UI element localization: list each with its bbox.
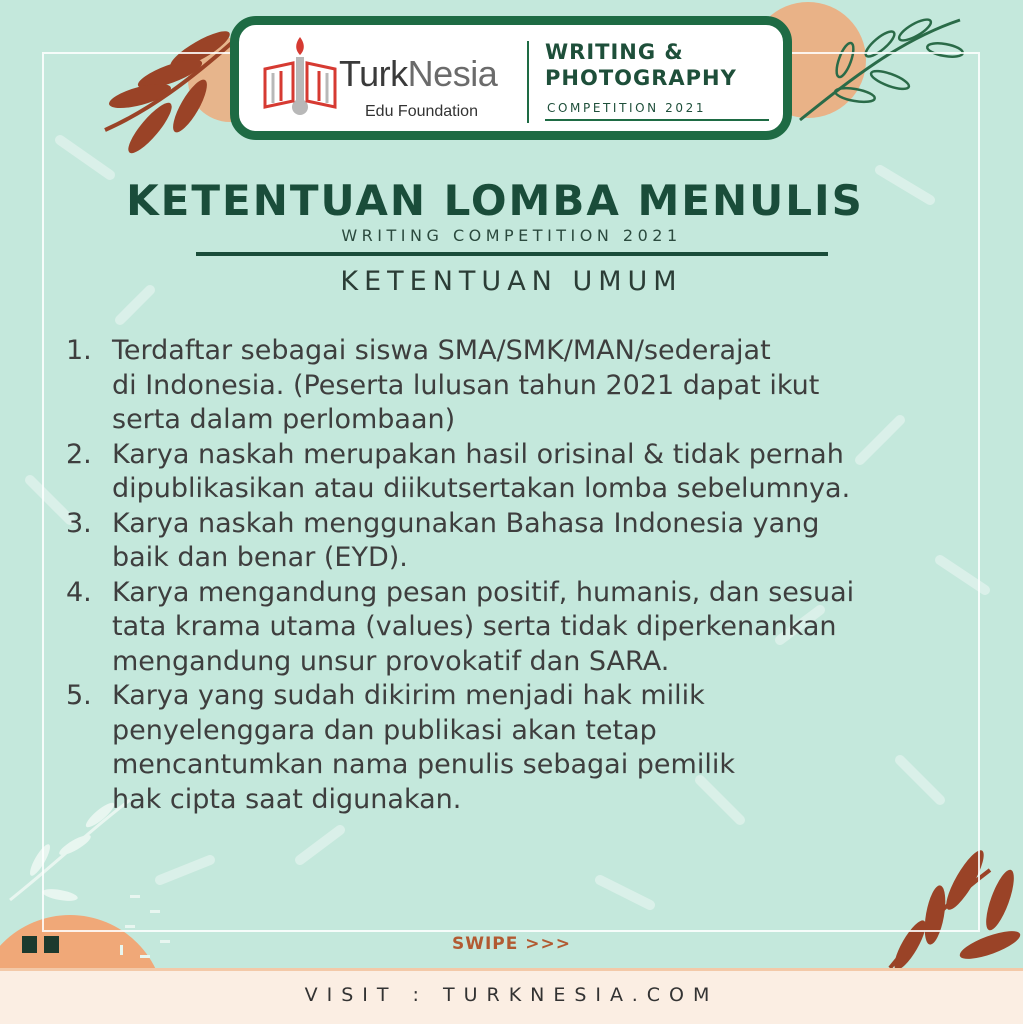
competition-year: COMPETITION 2021 — [547, 101, 707, 115]
header-divider — [527, 41, 529, 123]
header-card — [230, 16, 792, 140]
brand-subtitle: Edu Foundation — [365, 103, 478, 120]
page-subtitle: WRITING COMPETITION 2021 — [341, 226, 682, 245]
rule-item — [66, 507, 986, 576]
rule-item — [66, 679, 986, 817]
rule-text-line: Karya naskah menggunakan Bahasa Indonesia yang — [112, 507, 820, 539]
rule-text-line: Karya mengandung pesan positif, humanis, dan sesuai — [112, 576, 855, 608]
rule-text-line: mengandung unsur provokatif dan SARA. — [112, 645, 670, 677]
competition-title: WRITING & PHOTOGRAPHY — [545, 40, 737, 90]
torch-book-logo-icon — [261, 33, 339, 123]
rule-text-line: di Indonesia. (Peserta lulusan tahun 2021 dapat ikut — [112, 369, 820, 401]
rule-text-line: Terdaftar sebagai siswa SMA/SMK/MAN/sederajat — [112, 335, 771, 366]
rule-text-line: penyelenggara dan publikasi akan tetap — [112, 714, 657, 746]
rule-text-line: dipublikasikan atau diikutsertakan lomba sebelumnya. — [112, 473, 851, 504]
rule-item — [66, 576, 986, 680]
rule-number: 2. — [66, 438, 92, 470]
rule-number: 5. — [66, 680, 92, 711]
rule-number: 1. — [66, 335, 92, 366]
title-divider — [196, 252, 828, 256]
rule-number: 3. — [66, 507, 92, 539]
brand-name: TurkNesia — [339, 53, 498, 94]
footer-visit-link: VISIT : TURKNESIA.COM — [304, 984, 719, 1006]
competition-underline — [545, 119, 769, 121]
rule-text-line: mencantumkan nama penulis sebagai pemilik — [112, 749, 735, 780]
page-title: KETENTUAN LOMBA MENULIS — [126, 176, 864, 225]
rule-text-line: Karya naskah merupakan hasil orisinal & tidak pernah — [112, 438, 844, 470]
section-heading: KETENTUAN UMUM — [340, 266, 683, 297]
rules-list — [66, 334, 986, 817]
rule-text-line: tata krama utama (values) serta tidak diperkenankan — [112, 611, 837, 642]
swipe-hint: SWIPE >>> — [451, 934, 572, 954]
rule-item — [66, 438, 986, 507]
rule-text-line: Karya yang sudah dikirim menjadi hak milik — [112, 680, 705, 711]
rule-item — [66, 334, 986, 438]
rule-text-line: hak cipta saat digunakan. — [112, 783, 462, 815]
rule-text-line: baik dan benar (EYD). — [112, 542, 408, 573]
rule-text-line: serta dalam perlombaan) — [112, 404, 456, 435]
rule-number: 4. — [66, 576, 92, 608]
